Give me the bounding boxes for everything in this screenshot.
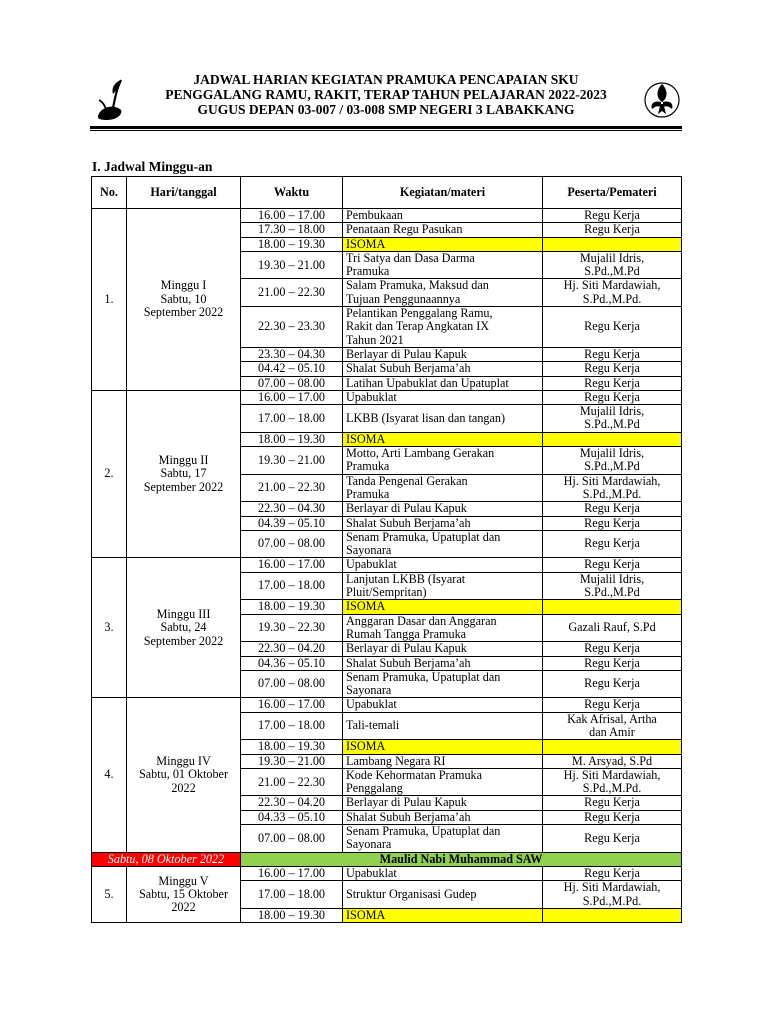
peserta-line: Mujalil Idris, — [579, 404, 645, 419]
isoma-cell — [343, 432, 543, 446]
waktu-cell: 04.36 – 05.10 — [241, 656, 343, 670]
kegiatan-cell — [343, 447, 543, 475]
peserta-line: Regu Kerja — [584, 697, 640, 712]
waktu-cell: 19.30 – 21.00 — [241, 447, 343, 475]
kegiatan-line: Sayonara — [346, 837, 392, 852]
peserta-line: Regu Kerja — [584, 866, 640, 880]
week-day-line: 2022 — [171, 780, 196, 795]
column-header-peserta: Peserta/Pemateri — [543, 177, 682, 209]
kegiatan-line: Berlayar di Pulau Kapuk — [346, 501, 467, 516]
peserta-line: Regu Kerja — [584, 347, 640, 361]
waktu-cell: 22.30 – 23.30 — [241, 307, 343, 348]
peserta-cell — [543, 474, 682, 502]
kegiatan-line: Kode Kehormatan Pramuka — [346, 768, 483, 782]
kegiatan-line: Berlayar di Pulau Kapuk — [346, 347, 467, 361]
waktu-cell: 22.30 – 04.20 — [241, 796, 343, 810]
peserta-cell — [543, 656, 682, 670]
schedule-table-body — [92, 209, 682, 923]
peserta-line: Regu Kerja — [584, 810, 640, 824]
week-day-line: September 2022 — [143, 305, 224, 320]
kegiatan-line: Anggaran Dasar dan Anggaran — [346, 614, 497, 628]
table-row — [92, 390, 682, 404]
waktu-cell: 16.00 – 17.00 — [241, 209, 343, 223]
column-header-hari: Hari/tanggal — [127, 177, 241, 209]
peserta-cell — [543, 447, 682, 475]
waktu-cell: 21.00 – 22.30 — [241, 768, 343, 796]
peserta-cell — [543, 600, 682, 614]
peserta-line: Regu Kerja — [584, 361, 640, 376]
peserta-cell — [543, 754, 682, 768]
peserta-cell — [543, 866, 682, 880]
kegiatan-line: Penataan Regu Pasukan — [346, 222, 463, 237]
header-title-line-2: PENGGALANG RAMU, RAKIT, TERAP TAHUN PELAJARAN 2022-2023 — [165, 87, 607, 102]
peserta-line: S.Pd.,M.Pd — [584, 417, 640, 432]
waktu-cell: 23.30 – 04.30 — [241, 347, 343, 361]
peserta-cell — [543, 881, 682, 909]
week-day-line: September 2022 — [143, 479, 224, 494]
header-title-line-1: JADWAL HARIAN KEGIATAN PRAMUKA PENCAPAIAN SKU — [193, 72, 579, 87]
peserta-line: Regu Kerja — [584, 516, 640, 530]
kegiatan-cell — [343, 362, 543, 376]
peserta-cell — [543, 432, 682, 446]
kegiatan-line: Penggalang — [346, 781, 403, 796]
waktu-cell: 18.00 – 19.30 — [241, 432, 343, 446]
kegiatan-line: Rumah Tangga Pramuka — [346, 626, 467, 641]
waktu-cell: 21.00 – 22.30 — [241, 279, 343, 307]
waktu-cell: 18.00 – 19.30 — [241, 237, 343, 251]
kegiatan-cell — [343, 474, 543, 502]
kegiatan-cell — [343, 376, 543, 390]
kegiatan-line: ISOMA — [346, 739, 386, 754]
kegiatan-line: Pluit/Sempritan) — [346, 585, 427, 600]
waktu-cell: 17.00 – 18.00 — [241, 572, 343, 600]
peserta-line: Hj. Siti Mardawiah, — [563, 474, 661, 488]
peserta-line: Regu Kerja — [584, 656, 640, 670]
kegiatan-line: Upabuklat — [346, 390, 397, 404]
kegiatan-line: ISOMA — [346, 237, 386, 251]
peserta-cell — [543, 279, 682, 307]
kegiatan-line: ISOMA — [346, 432, 386, 446]
peserta-line: Regu Kerja — [584, 830, 640, 845]
waktu-cell: 18.00 – 19.30 — [241, 740, 343, 754]
kegiatan-line: Shalat Subuh Berjama’ah — [346, 810, 471, 824]
week-day-line: Minggu IV — [156, 754, 211, 769]
peserta-cell — [543, 405, 682, 433]
header-rule-thick — [90, 126, 682, 129]
waktu-cell: 04.42 – 05.10 — [241, 362, 343, 376]
peserta-line: S.Pd.,M.Pd. — [582, 291, 642, 306]
kegiatan-line: Pramuka — [346, 459, 390, 474]
week-day-line: Minggu I — [160, 278, 207, 293]
week-day-line: September 2022 — [143, 633, 224, 648]
kegiatan-line: Berlayar di Pulau Kapuk — [346, 795, 467, 810]
kegiatan-line: Pramuka — [346, 486, 390, 501]
kegiatan-line: Upabuklat — [346, 557, 397, 572]
waktu-cell: 21.00 – 22.30 — [241, 474, 343, 502]
kegiatan-line: Struktur Organisasi Gudep — [346, 886, 477, 901]
kegiatan-line: Tali-temali — [346, 718, 400, 733]
peserta-cell — [543, 825, 682, 853]
waktu-cell: 18.00 – 19.30 — [241, 600, 343, 614]
waktu-cell: 17.00 – 18.00 — [241, 405, 343, 433]
kegiatan-cell — [343, 712, 543, 740]
peserta-line: Hj. Siti Mardawiah, — [563, 278, 661, 293]
week-number: 3. — [92, 558, 127, 698]
week-number: 2. — [92, 390, 127, 558]
peserta-line: S.Pd.,M.Pd. — [582, 893, 642, 908]
peserta-cell — [543, 347, 682, 361]
kegiatan-line: Pelantikan Penggalang Ramu, — [346, 306, 493, 321]
kegiatan-line: Shalat Subuh Berjama’ah — [346, 516, 471, 530]
kegiatan-cell — [343, 572, 543, 600]
waktu-cell: 17.30 – 18.00 — [241, 223, 343, 237]
waktu-cell: 22.30 – 04.20 — [241, 642, 343, 656]
kegiatan-cell — [343, 810, 543, 824]
kegiatan-line: Upabuklat — [346, 697, 397, 712]
week-day-line: 2022 — [171, 900, 196, 915]
header-title-line-3: GUGUS DEPAN 03-007 / 03-008 SMP NEGERI 3 LABAKKANG — [197, 102, 575, 117]
document-header — [90, 72, 682, 126]
kegiatan-cell — [343, 558, 543, 572]
week-day-cell — [127, 390, 241, 558]
column-header-kegiatan: Kegiatan/materi — [343, 177, 543, 209]
kegiatan-cell — [343, 279, 543, 307]
kegiatan-line: Shalat Subuh Berjama’ah — [346, 361, 471, 376]
week-day-cell — [127, 209, 241, 391]
peserta-cell — [543, 390, 682, 404]
kegiatan-cell — [343, 530, 543, 558]
table-row — [92, 866, 682, 880]
kegiatan-cell — [343, 347, 543, 361]
table-row — [92, 209, 682, 223]
peserta-line: S.Pd.,M.Pd — [584, 264, 640, 279]
week-day-line: Sabtu, 15 Oktober — [138, 886, 229, 901]
waktu-cell: 07.00 – 08.00 — [241, 670, 343, 698]
peserta-cell — [543, 810, 682, 824]
peserta-line: Mujalil Idris, — [579, 572, 645, 586]
peserta-cell — [543, 362, 682, 376]
peserta-cell — [543, 670, 682, 698]
peserta-cell — [543, 614, 682, 642]
peserta-cell — [543, 209, 682, 223]
week-day-line: Minggu III — [156, 606, 211, 621]
kegiatan-cell — [343, 614, 543, 642]
peserta-line: Mujalil Idris, — [579, 251, 645, 265]
peserta-line: Gazali Rauf, S.Pd — [568, 620, 656, 635]
peserta-line: Kak Afrisal, Artha — [567, 712, 657, 726]
peserta-cell — [543, 558, 682, 572]
kegiatan-cell — [343, 209, 543, 223]
kegiatan-line: Lanjutan LKBB (Isyarat — [346, 572, 466, 586]
kegiatan-line: Lambang Negara RI — [346, 754, 446, 768]
isoma-cell — [343, 908, 543, 922]
waktu-cell: 16.00 – 17.00 — [241, 558, 343, 572]
kegiatan-line: Salam Pramuka, Maksud dan — [346, 278, 489, 293]
kegiatan-line: Sayonara — [346, 683, 392, 698]
peserta-line: dan Amir — [589, 724, 635, 739]
schedule-table — [91, 176, 682, 923]
peserta-line: M. Arsyad, S.Pd — [571, 754, 653, 768]
waktu-cell: 19.30 – 21.00 — [241, 754, 343, 768]
kegiatan-line: ISOMA — [346, 599, 386, 614]
kegiatan-cell — [343, 754, 543, 768]
kegiatan-cell — [343, 405, 543, 433]
peserta-line: Regu Kerja — [584, 501, 640, 516]
kegiatan-line: Berlayar di Pulau Kapuk — [346, 641, 467, 656]
waktu-cell: 19.30 – 22.30 — [241, 614, 343, 642]
peserta-line: Regu Kerja — [584, 390, 640, 404]
peserta-cell — [543, 908, 682, 922]
kegiatan-cell — [343, 251, 543, 279]
kegiatan-line: ISOMA — [346, 908, 386, 922]
peserta-cell — [543, 642, 682, 656]
holiday-row — [92, 852, 682, 866]
header-rule-thin — [90, 130, 682, 131]
kegiatan-line: Senam Pramuka, Upatuplat dan — [346, 824, 501, 839]
peserta-line: S.Pd.,M.Pd. — [582, 486, 642, 501]
week-day-cell — [127, 558, 241, 698]
peserta-line: Regu Kerja — [584, 676, 640, 691]
kegiatan-line: Tri Satya dan Dasa Darma — [346, 251, 475, 265]
peserta-line: S.Pd.,M.Pd. — [582, 781, 642, 796]
peserta-cell — [543, 740, 682, 754]
kegiatan-cell — [343, 390, 543, 404]
peserta-cell — [543, 251, 682, 279]
kegiatan-cell — [343, 307, 543, 348]
waktu-cell: 07.00 – 08.00 — [241, 530, 343, 558]
peserta-cell — [543, 796, 682, 810]
waktu-cell: 04.39 – 05.10 — [241, 516, 343, 530]
kegiatan-cell — [343, 866, 543, 880]
kegiatan-cell — [343, 223, 543, 237]
kegiatan-line: Tujuan Penggunaannya — [346, 291, 461, 306]
isoma-cell — [343, 600, 543, 614]
kegiatan-cell — [343, 670, 543, 698]
peserta-line: Regu Kerja — [584, 557, 640, 572]
holiday-name: Maulid Nabi Muhammad SAW — [241, 852, 682, 866]
waktu-cell: 16.00 – 17.00 — [241, 698, 343, 712]
table-header-row — [92, 177, 682, 209]
waktu-cell: 16.00 – 17.00 — [241, 390, 343, 404]
waktu-cell: 07.00 – 08.00 — [241, 825, 343, 853]
kegiatan-cell — [343, 656, 543, 670]
week-day-cell — [127, 698, 241, 852]
week-day-line: Minggu V — [158, 873, 209, 888]
peserta-cell — [543, 768, 682, 796]
table-row — [92, 698, 682, 712]
waktu-cell: 18.00 – 19.30 — [241, 908, 343, 922]
peserta-line: Regu Kerja — [584, 222, 640, 237]
week-day-line: Sabtu, 24 — [160, 620, 207, 635]
column-header-waktu: Waktu — [241, 177, 343, 209]
peserta-cell — [543, 502, 682, 516]
peserta-cell — [543, 698, 682, 712]
kegiatan-line: Senam Pramuka, Upatuplat dan — [346, 530, 501, 544]
kegiatan-line: Pembukaan — [346, 208, 403, 222]
peserta-cell — [543, 712, 682, 740]
kegiatan-line: Sayonara — [346, 543, 392, 558]
waktu-cell: 16.00 – 17.00 — [241, 866, 343, 880]
week-day-cell — [127, 866, 241, 922]
peserta-line: Regu Kerja — [584, 208, 640, 222]
peserta-cell — [543, 223, 682, 237]
waktu-cell: 07.00 – 08.00 — [241, 376, 343, 390]
peserta-cell — [543, 307, 682, 348]
peserta-line: S.Pd.,M.Pd — [584, 585, 640, 600]
peserta-cell — [543, 376, 682, 390]
kegiatan-cell — [343, 768, 543, 796]
peserta-cell — [543, 530, 682, 558]
kegiatan-line: Tahun 2021 — [346, 332, 404, 347]
week-day-line: Minggu II — [158, 453, 209, 468]
week-number: 4. — [92, 698, 127, 852]
peserta-line: Regu Kerja — [584, 319, 640, 334]
isoma-cell — [343, 237, 543, 251]
column-header-no: No. — [92, 177, 127, 209]
kegiatan-cell — [343, 516, 543, 530]
kegiatan-line: Tanda Pengenal Gerakan — [346, 474, 468, 488]
waktu-cell: 22.30 – 04.30 — [241, 502, 343, 516]
kegiatan-cell — [343, 825, 543, 853]
waktu-cell: 04.33 – 05.10 — [241, 810, 343, 824]
section-title: I. Jadwal Minggu-an — [92, 159, 213, 174]
peserta-line: Regu Kerja — [584, 536, 640, 551]
kegiatan-line: Upabuklat — [346, 866, 397, 880]
waktu-cell: 17.00 – 18.00 — [241, 881, 343, 909]
isoma-cell — [343, 740, 543, 754]
week-day-line: Sabtu, 17 — [160, 466, 207, 481]
peserta-line: S.Pd.,M.Pd — [584, 459, 640, 474]
kegiatan-cell — [343, 642, 543, 656]
peserta-line: Regu Kerja — [584, 795, 640, 810]
peserta-cell — [543, 516, 682, 530]
kegiatan-line: Pramuka — [346, 264, 390, 279]
week-day-line: Sabtu, 01 Oktober — [138, 767, 229, 782]
peserta-line: Hj. Siti Mardawiah, — [563, 768, 661, 782]
waktu-cell: 19.30 – 21.00 — [241, 251, 343, 279]
kegiatan-cell — [343, 881, 543, 909]
kegiatan-cell — [343, 698, 543, 712]
holiday-date: Sabtu, 08 Oktober 2022 — [92, 852, 241, 866]
kegiatan-line: Shalat Subuh Berjama’ah — [346, 656, 471, 670]
peserta-line: Hj. Siti Mardawiah, — [563, 880, 661, 895]
kegiatan-line: Motto, Arti Lambang Gerakan — [346, 446, 495, 461]
peserta-cell — [543, 572, 682, 600]
week-number: 1. — [92, 209, 127, 391]
peserta-line: Regu Kerja — [584, 641, 640, 656]
kegiatan-line: Latihan Upabuklat dan Upatuplat — [346, 376, 509, 390]
waktu-cell: 17.00 – 18.00 — [241, 712, 343, 740]
peserta-line: Regu Kerja — [584, 376, 640, 390]
kegiatan-cell — [343, 796, 543, 810]
week-day-line: Sabtu, 10 — [160, 291, 207, 306]
kegiatan-cell — [343, 502, 543, 516]
kegiatan-line: LKBB (Isyarat lisan dan tangan) — [346, 410, 506, 425]
peserta-line: Mujalil Idris, — [579, 446, 645, 461]
week-number: 5. — [92, 866, 127, 922]
kegiatan-line: Senam Pramuka, Upatuplat dan — [346, 670, 501, 684]
table-row — [92, 558, 682, 572]
peserta-cell — [543, 237, 682, 251]
kegiatan-line: Rakit dan Terap Angkatan IX — [346, 319, 490, 334]
